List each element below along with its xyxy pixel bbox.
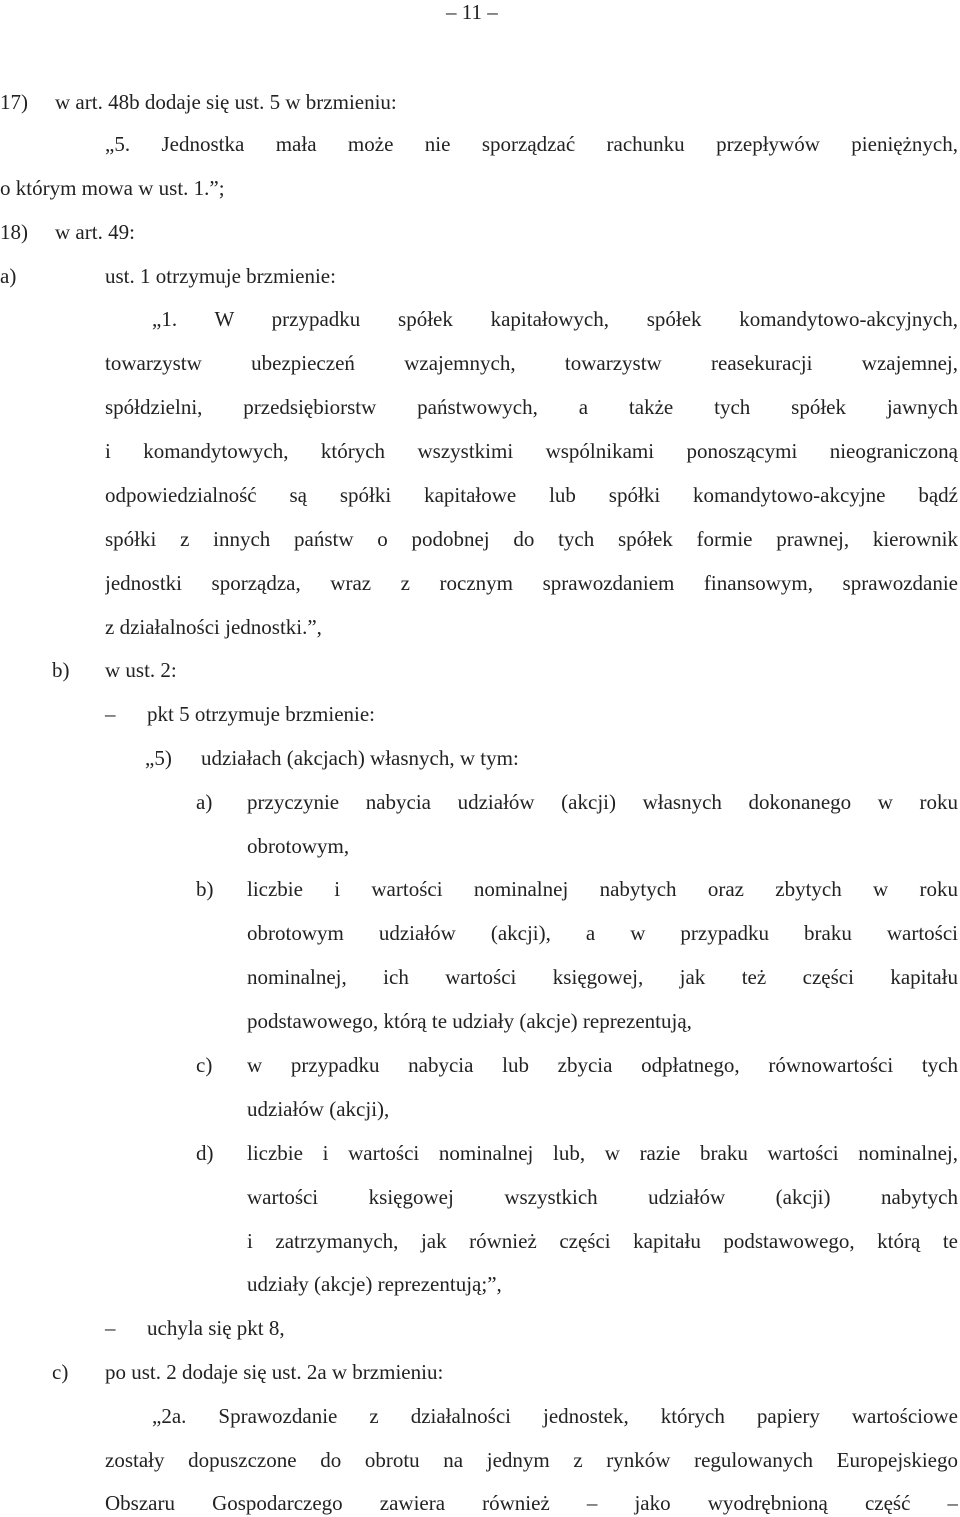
item-c-text: udziałów (akcji), [247,1097,390,1121]
letter-c: c) [52,1360,69,1384]
item-b-text: obrotowym udziałów (akcji), a w przypadku braku wartości [247,921,958,945]
dash-marker: – [105,702,116,726]
dash-text: pkt 5 otrzymuje brzmienie: [147,702,376,726]
item-d-text: udziały (akcje) reprezentują;”, [247,1272,502,1296]
point-number-18: 18) [0,220,28,244]
quote-line: z działalności jednostki.”, [105,615,322,639]
dash-marker: – [105,1316,116,1340]
quote-line: zostały dopuszczone do obrotu na jednym z rynków regulowanych Europejskiego [105,1448,958,1472]
item-a-text: obrotowym, [247,834,350,858]
quote-line: „5. Jednostka mała może nie sporządzać rachunku przepływów pieniężnych, [105,132,958,156]
item-d-text: wartości księgowej wszystkich udziałów (akcji) nabytych [247,1185,958,1209]
item-d-text: liczbie i wartości nominalnej lub, w razie braku wartości nominalnej, [247,1141,958,1165]
quote-line: odpowiedzialność są spółki kapitałowe lub spółki komandytowo-akcyjne bądź [105,483,958,507]
item-c-text: w przypadku nabycia lub zbycia odpłatnego, równowartości tych [247,1053,958,1077]
quote-line: towarzystw ubezpieczeń wzajemnych, towarzystw reasekuracji wzajemnej, [105,351,958,375]
quote-line: jednostki sporządza, wraz z rocznym sprawozdaniem finansowym, sprawozdanie [105,571,958,595]
letter-a-text: ust. 1 otrzymuje brzmienie: [105,264,336,288]
item-c: c) [196,1053,213,1077]
item-a: a) [196,790,213,814]
quote-line: Obszaru Gospodarczego zawiera również – jako wyodrębnioną część – [105,1491,958,1515]
quote-line: o którym mowa w ust. 1.”; [0,176,225,200]
dash-text: uchyla się pkt 8, [147,1316,285,1340]
quote-line: spółki z innych państw o podobnej do tych spółek formie prawnej, kierownik [105,527,958,551]
item-b: b) [196,877,214,901]
letter-c-text: po ust. 2 dodaje się ust. 2a w brzmieniu: [105,1360,444,1384]
point-17-text: w art. 48b dodaje się ust. 5 w brzmieniu: [55,90,397,114]
quote-line: „1. W przypadku spółek kapitałowych, spółek komandytowo-akcyjnych, [152,307,958,331]
item-b-text: podstawowego, którą te udziały (akcje) reprezentują, [247,1009,692,1033]
letter-a: a) [0,264,17,288]
page-number: – 11 – [446,0,498,24]
point-18-text: w art. 49: [55,220,135,244]
quote-line: spółdzielni, przedsiębiorstw państwowych, a także tych spółek jawnych [105,395,958,419]
letter-b: b) [52,658,70,682]
point-number-17: 17) [0,90,28,114]
subpoint-5: „5) [145,746,172,770]
item-d: d) [196,1141,214,1165]
subpoint-5-text: udziałach (akcjach) własnych, w tym: [201,746,519,770]
letter-b-text: w ust. 2: [105,658,177,682]
item-a-text: przyczynie nabycia udziałów (akcji) własnych dokonanego w roku [247,790,958,814]
quote-line: i komandytowych, których wszystkimi wspólnikami ponoszącymi nieograniczoną [105,439,958,463]
quote-line: „2a. Sprawozdanie z działalności jednostek, których papiery wartościowe [152,1404,958,1428]
item-b-text: liczbie i wartości nominalnej nabytych oraz zbytych w roku [247,877,958,901]
item-d-text: i zatrzymanych, jak również części kapitału podstawowego, którą te [247,1229,958,1253]
item-b-text: nominalnej, ich wartości księgowej, jak też części kapitału [247,965,958,989]
